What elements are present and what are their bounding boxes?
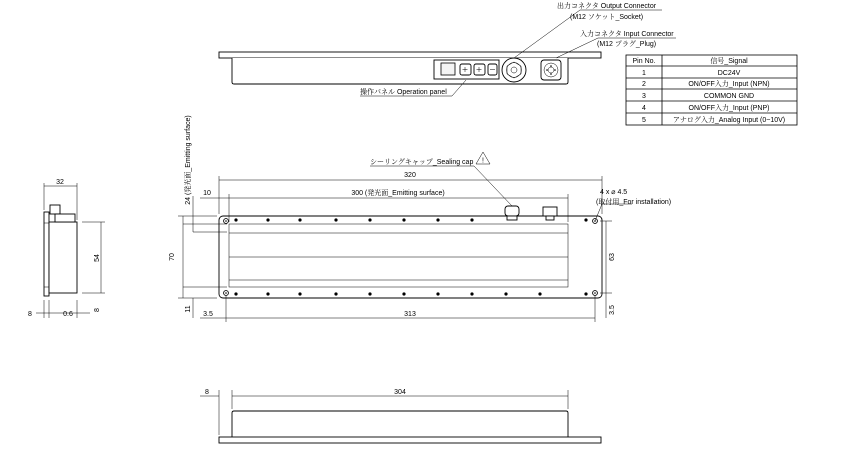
operation-panel-label: 操作パネル Operation panel bbox=[360, 89, 447, 96]
pin-table-header-signal: 信号_Signal bbox=[710, 58, 748, 65]
dim-height-63: 63 bbox=[609, 253, 616, 261]
dim-emitting-length: 300 (発光面_Emitting surface) bbox=[351, 190, 445, 197]
output-connector-label: 出力コネクタ Output Connector bbox=[557, 3, 657, 10]
dim-bottom-11: 11 bbox=[185, 305, 192, 313]
dim-side-bottom-mid: 0.6 bbox=[63, 311, 73, 318]
input-connector-label: 入力コネクタ Input Connector bbox=[580, 31, 674, 38]
sealing-cap-icon bbox=[505, 206, 519, 220]
mounting-holes-sub: (取付用_For installation) bbox=[596, 199, 672, 206]
side-view bbox=[36, 183, 105, 318]
sealing-cap-leader bbox=[370, 166, 512, 206]
mounting-holes-label: 4 x ⌀ 4.5 bbox=[600, 189, 628, 196]
dim-height-70: 70 bbox=[169, 253, 176, 261]
front-view bbox=[219, 206, 602, 298]
dim-bottom-view-length: 304 bbox=[394, 389, 406, 396]
pin-table-cell: 2 bbox=[642, 81, 646, 88]
pin-table-cell: アナログ入力_Analog Input (0~10V) bbox=[672, 117, 786, 124]
side-view-flange bbox=[44, 212, 49, 296]
dim-side-width: 32 bbox=[56, 179, 64, 186]
pin-table-cell: ON/OFF入力_Input (NPN) bbox=[688, 81, 770, 88]
dim-bottom-view-left: 8 bbox=[205, 389, 209, 396]
pin-table-header-pin: Pin No. bbox=[632, 58, 656, 65]
input-connector-sub: (M12 プラグ_Plug) bbox=[597, 41, 657, 48]
dim-bottom-left-35: 3.5 bbox=[203, 311, 213, 318]
bottom-view-body bbox=[232, 411, 568, 437]
dim-hole-pitch: 313 bbox=[404, 311, 416, 318]
bottom-view bbox=[200, 390, 601, 443]
pin-table-cell: ON/OFF入力_Input (PNP) bbox=[688, 105, 770, 112]
top-view bbox=[219, 10, 676, 96]
dim-left-offset: 10 bbox=[203, 190, 211, 197]
dim-overall-length: 320 bbox=[404, 172, 416, 179]
dim-emitting-vertical: 24 (発光面_Emitting surface) bbox=[185, 115, 192, 205]
input-connector-icon bbox=[541, 60, 561, 80]
dim-side-bottom-right: 8 bbox=[94, 308, 101, 312]
pin-table-cell: 5 bbox=[642, 117, 646, 124]
dim-bottom-right-35: 3.5 bbox=[609, 305, 616, 315]
pin-table bbox=[626, 55, 797, 125]
pin-table-cell: 1 bbox=[642, 70, 646, 77]
top-view-flange bbox=[219, 52, 601, 58]
dim-side-bottom-left: 8 bbox=[28, 311, 32, 318]
pin-table-cell: COMMON GND bbox=[703, 93, 755, 100]
pin-table-cell: 4 bbox=[642, 105, 646, 112]
panel-display bbox=[441, 63, 455, 75]
output-connector-sub: (M12 ソケット_Socket) bbox=[570, 14, 644, 21]
dim-side-height: 54 bbox=[94, 254, 101, 262]
pin-table-cell: 3 bbox=[642, 93, 646, 100]
side-view-body bbox=[49, 222, 77, 293]
output-connector-icon bbox=[502, 58, 526, 82]
sealing-cap-label: シーリングキャップ_Sealing cap bbox=[370, 159, 474, 166]
warning-symbol: ! bbox=[482, 157, 484, 165]
side-view-connector bbox=[50, 205, 60, 214]
pin-table-cell: DC24V bbox=[717, 70, 741, 77]
bottom-view-flange bbox=[219, 437, 601, 443]
